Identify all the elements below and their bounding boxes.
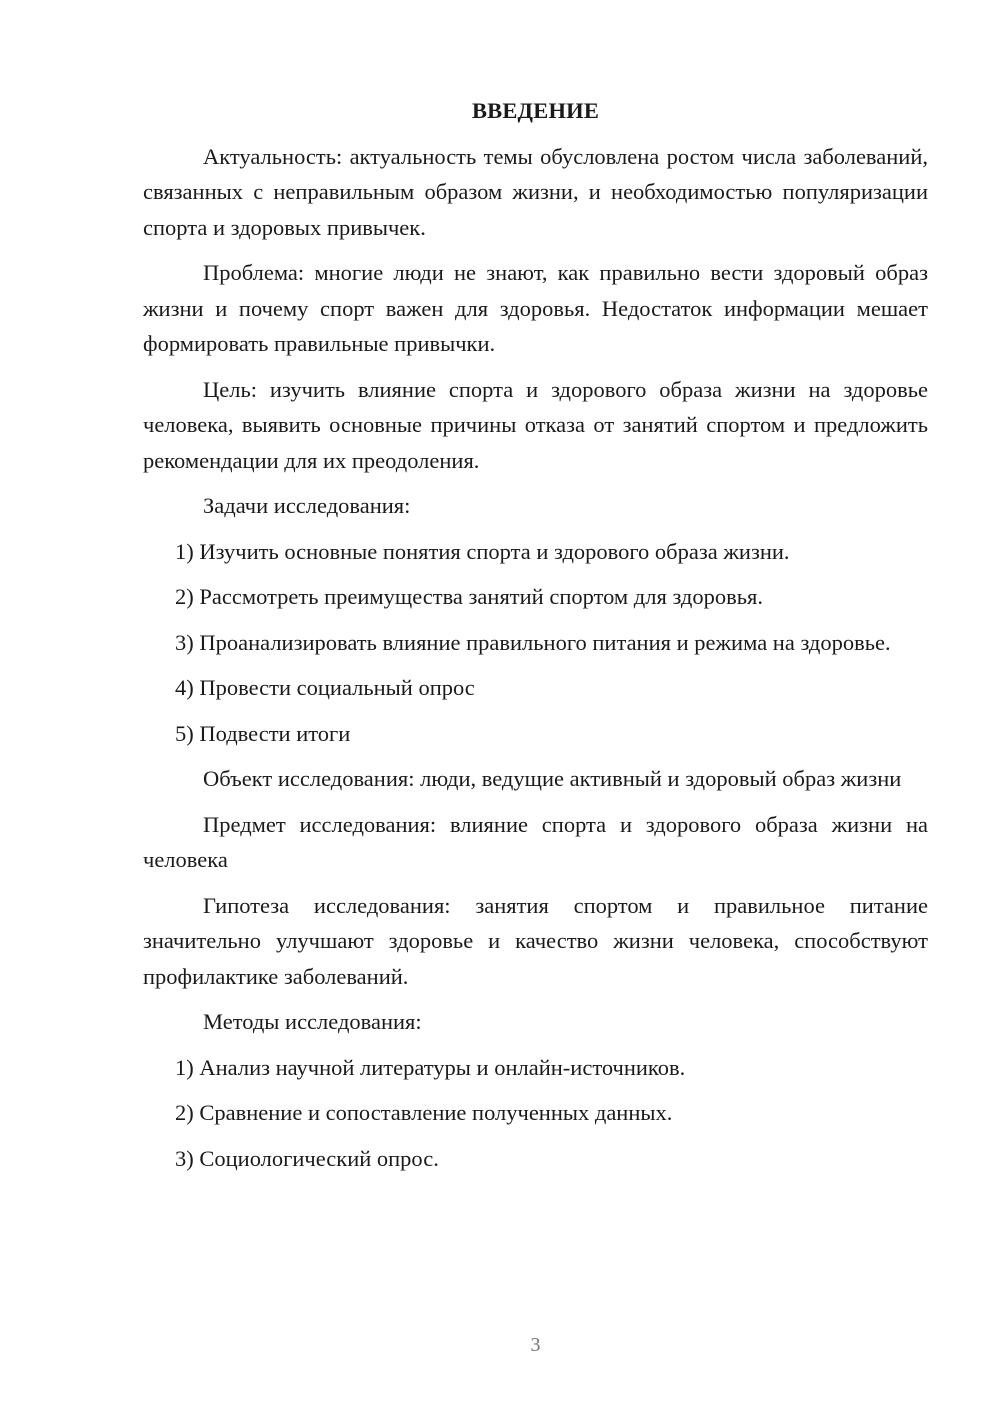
method-item: 1) Анализ научной литературы и онлайн-источников. (175, 1054, 686, 1080)
task-item: 3) Проанализировать влияние правильного питания и режима на здоровье. (175, 629, 891, 655)
task-item: 2) Рассмотреть преимущества занятий спортом для здоровья. (175, 584, 763, 609)
hypothesis-paragraph: Гипотеза исследования: занятия спортом и правильное питание значительно улучшают здоровье и качество жизни человека, способствуют профилактике заболеваний. (143, 892, 928, 989)
relevance-paragraph: Актуальность: актуальность темы обусловлена ростом числа заболеваний, связанных с неправильным образом жизни, и необходимостью популяризации спорта и здоровых привычек. (143, 143, 928, 240)
method-item: 2) Сравнение и сопоставление полученных данных. (175, 1100, 673, 1125)
task-item: 4) Провести социальный опрос (175, 675, 475, 700)
task-item: 5) Подвести итоги (175, 720, 351, 746)
problem-paragraph: Проблема: многие люди не знают, как правильно вести здоровый образ жизни и почему спорт важен для здоровья. Недостаток информации мешает формировать правильные привычки. (143, 260, 928, 356)
page-content (143, 93, 928, 1186)
tasks-heading: Задачи исследования: (203, 493, 411, 518)
method-item: 3) Социологический опрос. (175, 1145, 439, 1171)
subject-paragraph: Предмет исследования: влияние спорта и здорового образа жизни на человека (143, 811, 928, 872)
page-number: 3 (530, 1334, 541, 1356)
goal-paragraph: Цель: изучить влияние спорта и здорового образа жизни на здоровье человека, выявить основные причины отказа от занятий спортом и предложить рекомендации для их преодоления. (143, 376, 928, 473)
object-paragraph: Объект исследования: люди, ведущие активный и здоровый образ жизни (203, 766, 902, 791)
methods-heading: Методы исследования: (203, 1009, 422, 1034)
task-item: 1) Изучить основные понятия спорта и здорового образа жизни. (175, 538, 790, 564)
section-title: ВВЕДЕНИЕ (471, 98, 600, 123)
